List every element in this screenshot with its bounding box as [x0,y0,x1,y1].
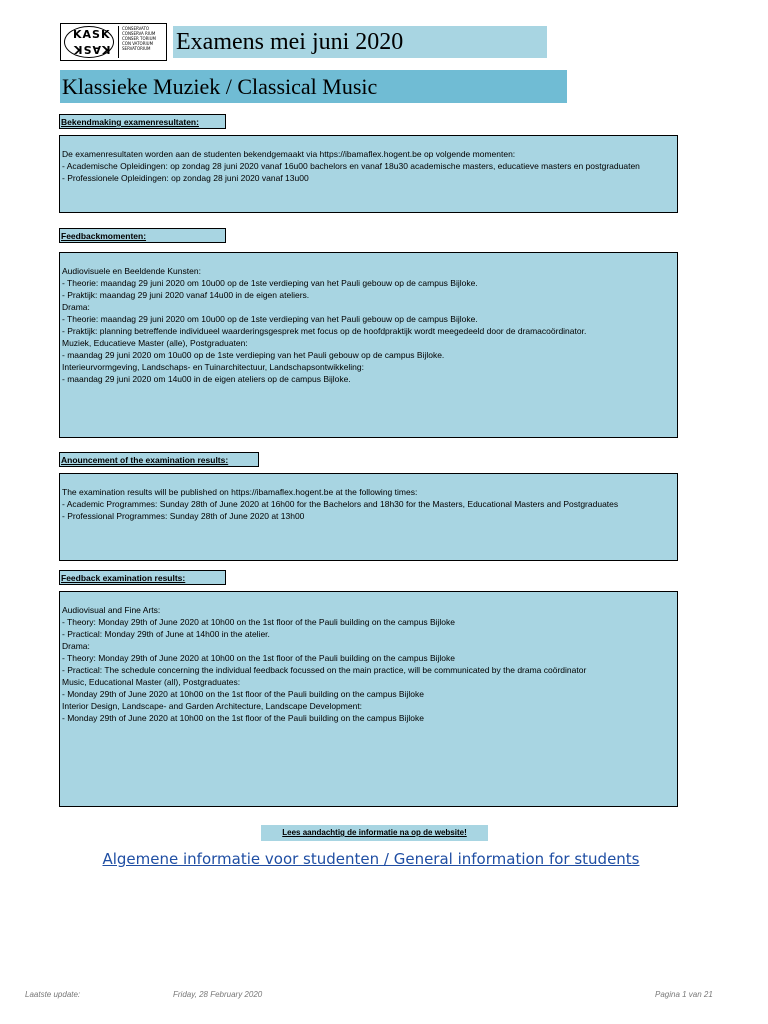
text-line: - Praktijk: maandag 29 juni 2020 vanaf 14u00 in de eigen ateliers. [62,290,310,300]
kask-text-top: KASK [73,28,111,41]
section-label-bekendmaking: Bekendmaking examenresultaten: [59,114,226,129]
text-line: - maandag 29 juni 2020 om 10u00 op de 1ste verdieping van het Pauli gebouw op de campus Bijloke. [62,350,445,360]
panel-bekendmaking [59,135,678,213]
footer-page-number: Pagina 1 van 21 [655,990,713,999]
kask-emblem [64,26,114,58]
text-line: - Theory: Monday 29th of June 2020 at 10h00 on the 1st floor of the Pauli building on the campus Bijloke [62,653,455,663]
text-line: The examination results will be published on https://ibamaflex.hogent.be at the following times: [62,487,418,497]
text-line: Interieurvormgeving, Landschaps- en Tuinarchitectuur, Landschapsontwikkeling: [62,362,364,372]
general-info-link[interactable]: Algemene informatie voor studenten / General information for students [102,850,640,868]
text-line: - maandag 29 juni 2020 om 14u00 in de eigen ateliers op de campus Bijloke. [62,374,351,384]
text-line: - Practical: The schedule concerning the individual feedback focussed on the main practice, will be communicated by the drama coördinator [62,665,587,675]
section-label-feedbackmomenten: Feedbackmomenten: [59,228,226,243]
panel-feedbackmomenten [59,252,678,438]
text-line: De examenresultaten worden aan de studenten bekendgemaakt via https://ibamaflex.hogent.be op volgende momenten: [62,149,516,159]
text-line: - Academic Programmes: Sunday 28th of June 2020 at 16h00 for the Bachelors and 18h30 for the Masters, Educational Masters and Postgraduates [62,499,619,509]
text-line: - Theorie: maandag 29 juni 2020 om 10u00 op de 1ste verdieping van het Pauli gebouw op de campus Bijloke. [62,314,478,324]
kask-text-bottom: KASK [73,43,111,56]
text-line: - Professional Programmes: Sunday 28th of June 2020 at 13h00 [62,511,305,521]
text-line: Music, Educational Master (all), Postgraduates: [62,677,241,687]
panel-announcement [59,473,678,561]
conservatorium-text: CONSERVATO CONSERVA RIUM CONSER TORIUM CON VATORIUM SERVATORIUM [118,26,164,58]
kask-logo [60,23,167,61]
text-line: - Academische Opleidingen: op zondag 28 juni 2020 vanaf 16u00 bachelors en vanaf 18u30 academische masters, educatieve masters en postgraduaten [62,161,640,171]
section-label-feedback-results: Feedback examination results: [59,570,226,585]
text-line: - Praktijk: planning betreffende individueel waarderingsgesprek met focus op de hoofdpraktijk wordt meegedeeld door de dramacoördinator. [62,326,587,336]
footer-date: Friday, 28 February 2020 [173,990,263,999]
text-line: - Professionele Opleidingen: op zondag 28 juni 2020 vanaf 13u00 [62,173,309,183]
text-line: - Practical: Monday 29th of June at 14h00 in the atelier. [62,629,270,639]
text-line: Audiovisuele en Beeldende Kunsten: [62,266,201,276]
text-line: - Theory: Monday 29th of June 2020 at 10h00 on the 1st floor of the Pauli building on the campus Bijloke [62,617,455,627]
text-line: - Theorie: maandag 29 juni 2020 om 10u00 op de 1ste verdieping van het Pauli gebouw op de campus Bijloke. [62,278,478,288]
text-line: Interior Design, Landscape- and Garden Architecture, Landscape Development: [62,701,363,711]
page-subtitle: Klassieke Muziek / Classical Music [60,70,567,103]
text-line: - Monday 29th of June 2020 at 10h00 on the 1st floor of the Pauli building on the campus Bijloke [62,689,424,699]
text-line: Audiovisual and Fine Arts: [62,605,161,615]
text-line: Drama: [62,302,90,312]
text-line: Muziek, Educatieve Master (alle), Postgraduaten: [62,338,248,348]
text-line: - Monday 29th of June 2020 at 10h00 on the 1st floor of the Pauli building on the campus Bijloke [62,713,424,723]
text-line: Drama: [62,641,90,651]
footer-last-update-label: Laatste update: [25,990,81,999]
section-label-announcement: Anouncement of the examination results: [59,452,259,467]
page-title: Examens mei juni 2020 [173,26,547,58]
panel-feedback-results [59,591,678,807]
website-notice[interactable]: Lees aandachtig de informatie na op de website! [261,825,488,841]
